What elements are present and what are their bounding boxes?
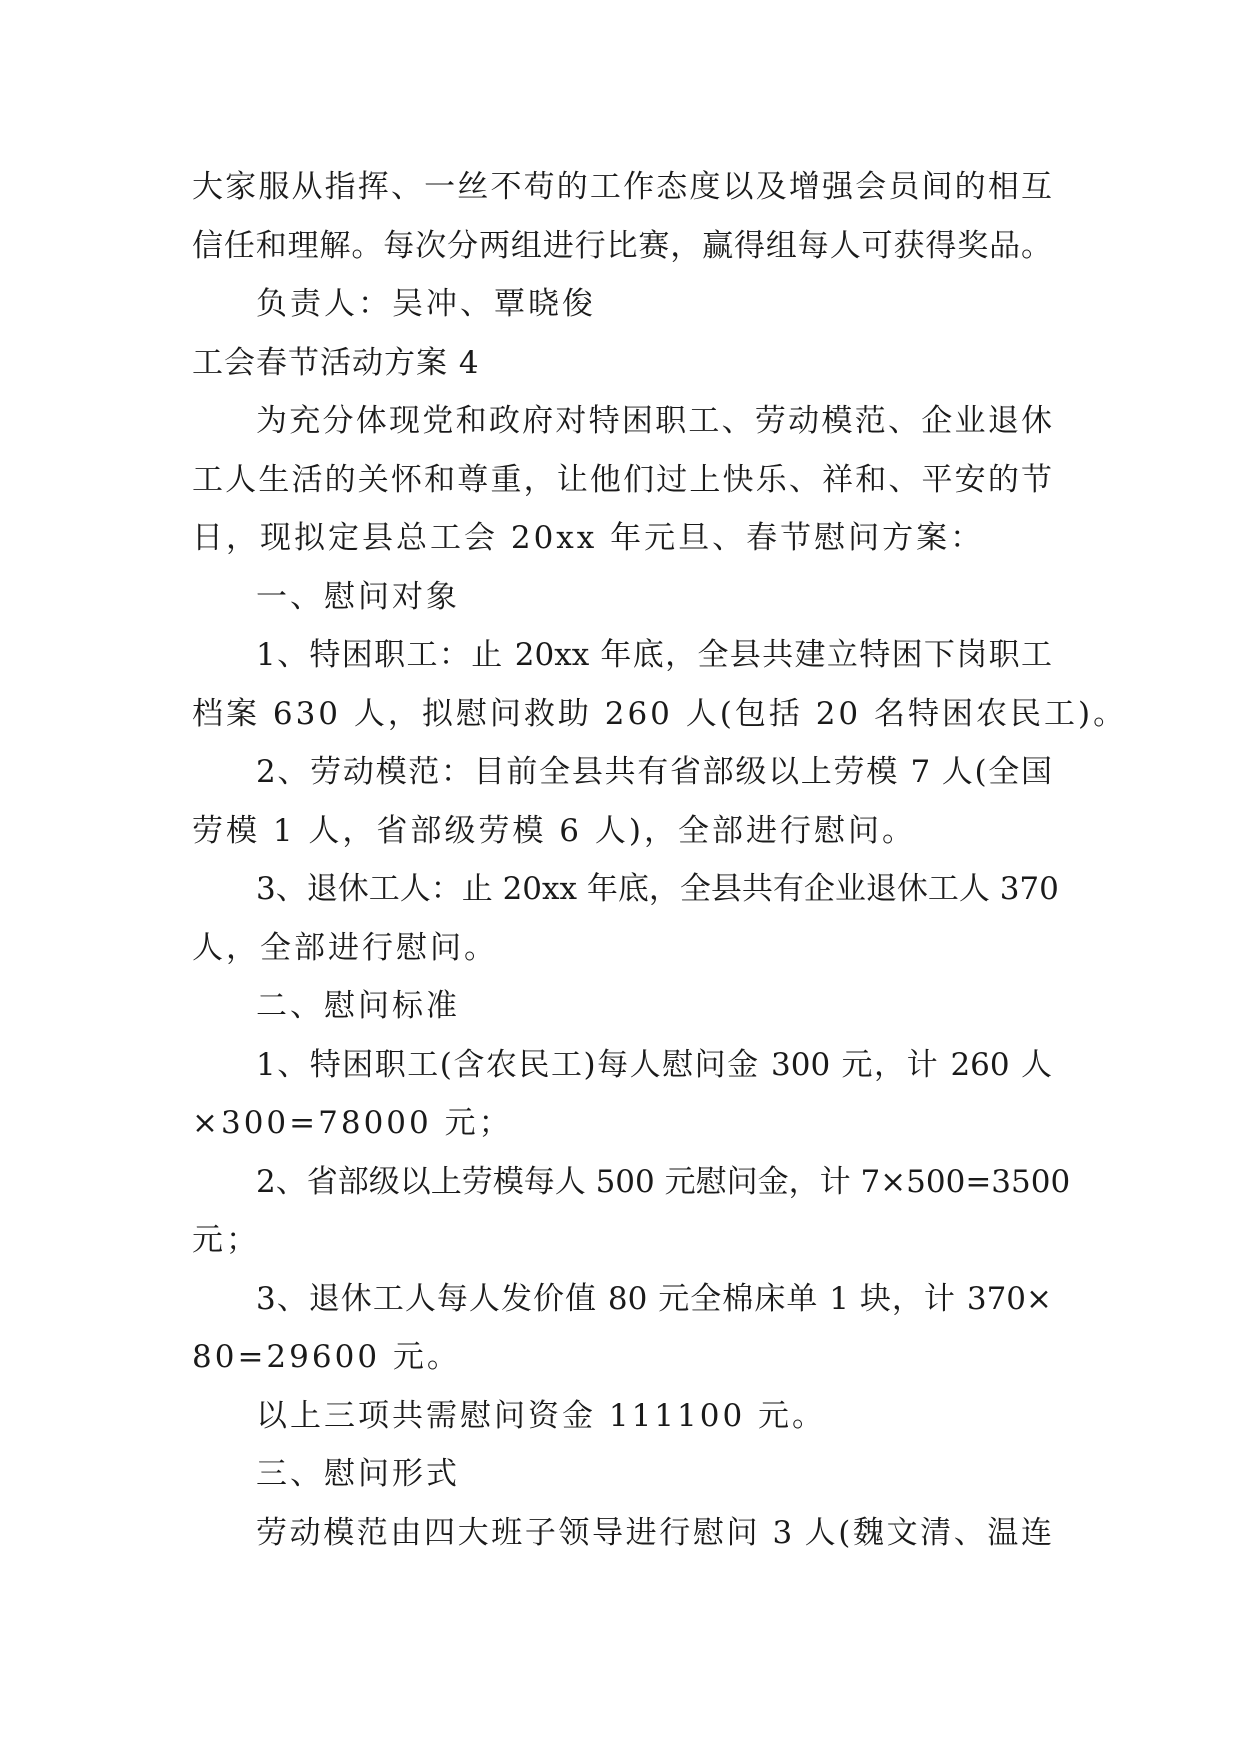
subheading-3: 三、慰问形式 bbox=[256, 1456, 460, 1492]
body-line: 人，全部进行慰问。 bbox=[192, 929, 498, 966]
body-line: 1、特困职工：止 20xx 年底，全县共建立特困下岗职工 bbox=[256, 637, 1052, 673]
subheading-2: 二、慰问标准 bbox=[256, 988, 460, 1024]
body-line: 元； bbox=[192, 1222, 260, 1258]
total-line: 以上三项共需慰问资金 111100 元。 bbox=[256, 1397, 827, 1434]
body-line: 日，现拟定县总工会 20xx 年元旦、春节慰问方案： bbox=[192, 520, 985, 556]
body-line: 1、特困职工(含农民工)每人慰问金 300 元，计 260 人 bbox=[256, 1046, 1052, 1083]
body-line: 劳动模范由四大班子领导进行慰问 3 人(魏文清、温连 bbox=[256, 1514, 1052, 1551]
body-line: 信任和理解。每次分两组进行比赛，赢得组每人可获得奖品。 bbox=[192, 227, 1052, 264]
body-line: 为充分体现党和政府对特困职工、劳动模范、企业退休 bbox=[256, 403, 1052, 439]
body-line: 劳模 1 人，省部级劳模 6 人)，全部进行慰问。 bbox=[192, 812, 916, 849]
body-line: 80=29600 元。 bbox=[192, 1339, 461, 1375]
body-line: ×300=78000 元； bbox=[192, 1105, 513, 1141]
body-line: 档案 630 人，拟慰问救助 260 人(包括 20 名特困农民工)。 bbox=[192, 695, 1128, 732]
subheading-1: 一、慰问对象 bbox=[256, 578, 460, 615]
body-line: 2、劳动模范：目前全县共有省部级以上劳模 7 人(全国 bbox=[256, 754, 1052, 790]
body-line: 大家服从指挥、一丝不苟的工作态度以及增强会员间的相互 bbox=[192, 169, 1052, 205]
body-line: 3、退休工人每人发价值 80 元全棉床单 1 块，计 370× bbox=[256, 1280, 1052, 1317]
body-line: 工人生活的关怀和尊重，让他们过上快乐、祥和、平安的节 bbox=[192, 461, 1052, 498]
section-title: 工会春节活动方案 4 bbox=[192, 344, 480, 381]
document-page bbox=[192, 158, 1128, 1562]
responsible-person-line: 负责人：吴冲、覃晓俊 bbox=[256, 286, 596, 322]
body-line: 3、退休工人：止 20xx 年底，全县共有企业退休工人 370 bbox=[256, 871, 1059, 907]
body-line: 2、省部级以上劳模每人 500 元慰问金，计 7×500=3500 bbox=[256, 1163, 1071, 1200]
